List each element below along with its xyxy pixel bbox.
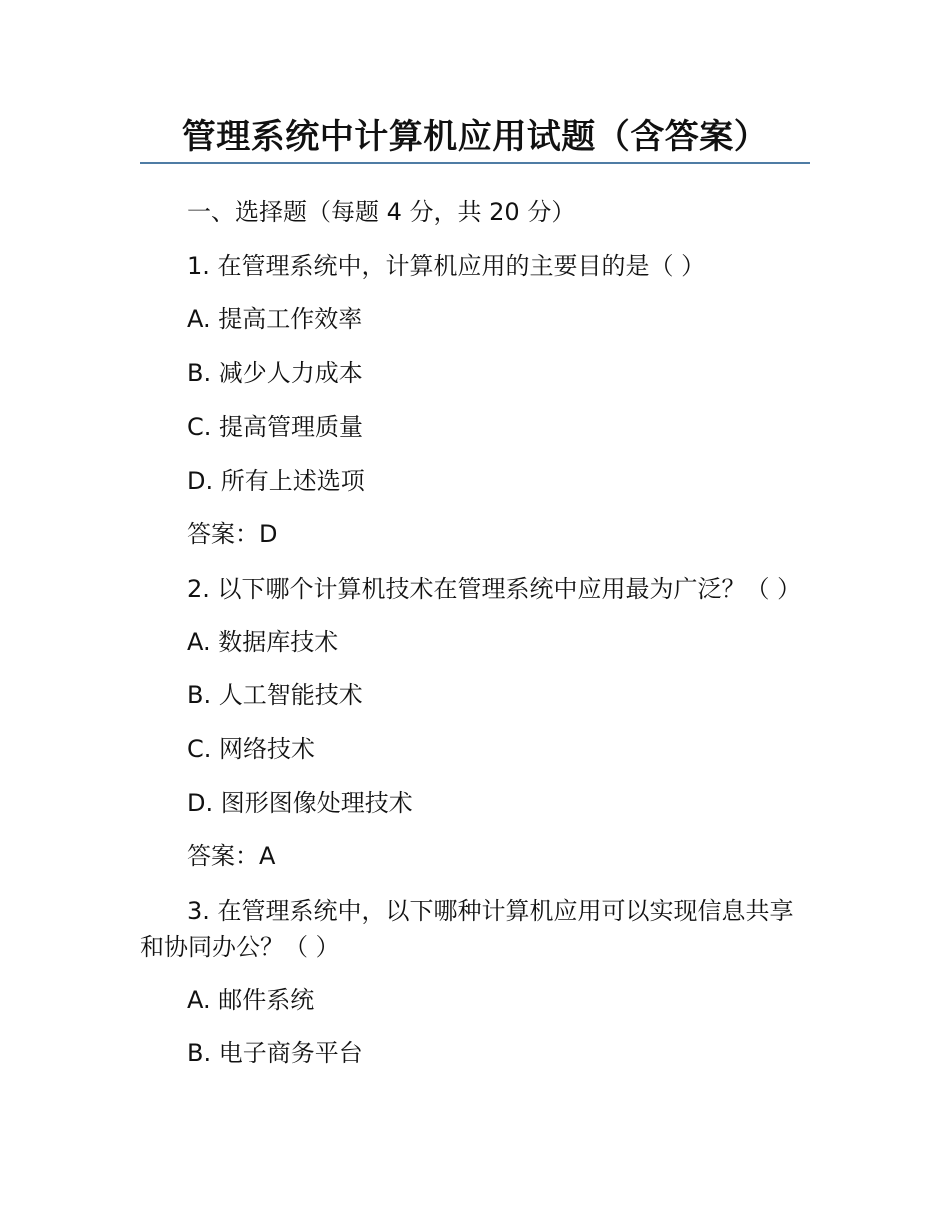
- question-1-answer: 答案：D: [187, 520, 278, 549]
- question-2-stem: 2. 以下哪个计算机技术在管理系统中应用最为广泛？（ ）: [187, 574, 802, 603]
- document-title: 管理系统中计算机应用试题（含答案）: [181, 117, 769, 157]
- title-underline: [140, 162, 810, 164]
- question-3-stem: 3. 在管理系统中，以下哪种计算机应用可以实现信息共享和协同办公？（ ）: [140, 896, 794, 961]
- question-3-option-b: B. 电子商务平台: [187, 1039, 363, 1068]
- question-1-stem: 1. 在管理系统中，计算机应用的主要目的是（ ）: [187, 251, 706, 280]
- question-2-option-c: C. 网络技术: [187, 734, 316, 763]
- question-1-option-a: A. 提高工作效率: [187, 305, 363, 334]
- question-2-option-b: B. 人工智能技术: [187, 681, 363, 710]
- section-heading: 一、选择题（每题 4 分，共 20 分）: [187, 198, 576, 226]
- document-body: [140, 186, 810, 1081]
- question-1-option-b: B. 减少人力成本: [187, 359, 363, 388]
- question-2-option-a: A. 数据库技术: [187, 627, 339, 656]
- question-3-option-a: A. 邮件系统: [187, 985, 315, 1014]
- question-1-option-c: C. 提高管理质量: [187, 412, 364, 441]
- question-2-answer: 答案：A: [187, 842, 276, 871]
- question-1-option-d: D. 所有上述选项: [187, 466, 365, 495]
- question-2-option-d: D. 图形图像处理技术: [187, 788, 413, 817]
